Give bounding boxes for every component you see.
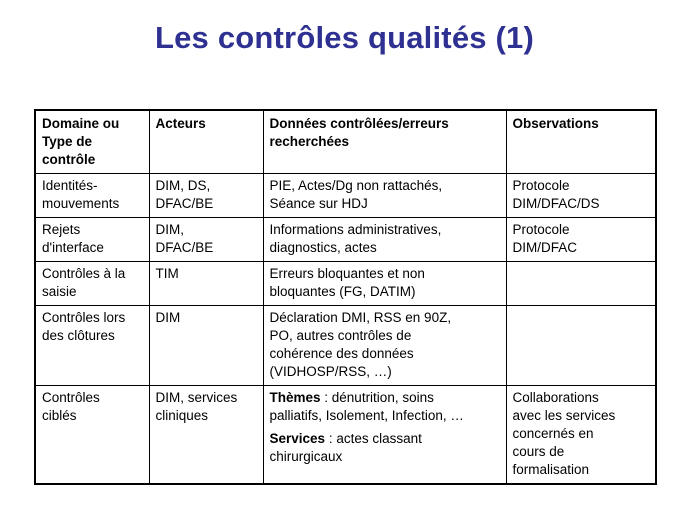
cell-data: [263, 386, 506, 485]
slide-title: Les contrôles qualités (1): [154, 20, 535, 55]
cell-domain: Rejets d'interface: [35, 218, 149, 262]
cell-observations: Protocole DIM/DFAC: [506, 218, 656, 262]
cell-data: Informations administratives, diagnostics, actes: [263, 218, 506, 262]
header-data: Données contrôlées/erreurs recherchées: [263, 110, 506, 174]
cell-observations: Collaborations avec les services concernés en cours de formalisation: [506, 386, 656, 485]
table-row: [35, 218, 656, 262]
themes-paragraph: Thèmes : dénutrition, soins palliatifs, Isolement, Infection, …: [269, 390, 464, 423]
cell-actors: DIM, DS, DFAC/BE: [149, 174, 263, 218]
cell-observations: [506, 262, 656, 306]
cell-domain: Contrôles ciblés: [35, 386, 149, 485]
cell-actors: DIM, DFAC/BE: [149, 218, 263, 262]
header-domain: Domaine ou Type de contrôle: [35, 110, 149, 174]
cell-domain: Contrôles lors des clôtures: [35, 306, 149, 386]
cell-domain: Contrôles à la saisie: [35, 262, 149, 306]
table-header-row: [35, 110, 656, 174]
cell-domain: Identités- mouvements: [35, 174, 149, 218]
themes-label: Thèmes: [269, 390, 321, 405]
table-row: [35, 306, 656, 386]
cell-data: Déclaration DMI, RSS en 90Z, PO, autres contrôles de cohérence des données (VIDHOSP/RSS, …): [263, 306, 506, 386]
table-row: [35, 174, 656, 218]
table-row: [35, 262, 656, 306]
cell-observations: Protocole DIM/DFAC/DS: [506, 174, 656, 218]
cell-data: Erreurs bloquantes et non bloquantes (FG, DATIM): [263, 262, 506, 306]
table-row: [35, 386, 656, 485]
header-actors: Acteurs: [149, 110, 263, 174]
header-observations: Observations: [506, 110, 656, 174]
cell-data: PIE, Actes/Dg non rattachés, Séance sur HDJ: [263, 174, 506, 218]
services-paragraph: Services : actes classant chirurgicaux: [269, 431, 422, 464]
quality-controls-table: [34, 109, 657, 485]
cell-actors: DIM: [149, 306, 263, 386]
services-label: Services: [269, 431, 326, 446]
cell-actors: DIM, services cliniques: [149, 386, 263, 485]
cell-actors: TIM: [149, 262, 263, 306]
cell-observations: [506, 306, 656, 386]
